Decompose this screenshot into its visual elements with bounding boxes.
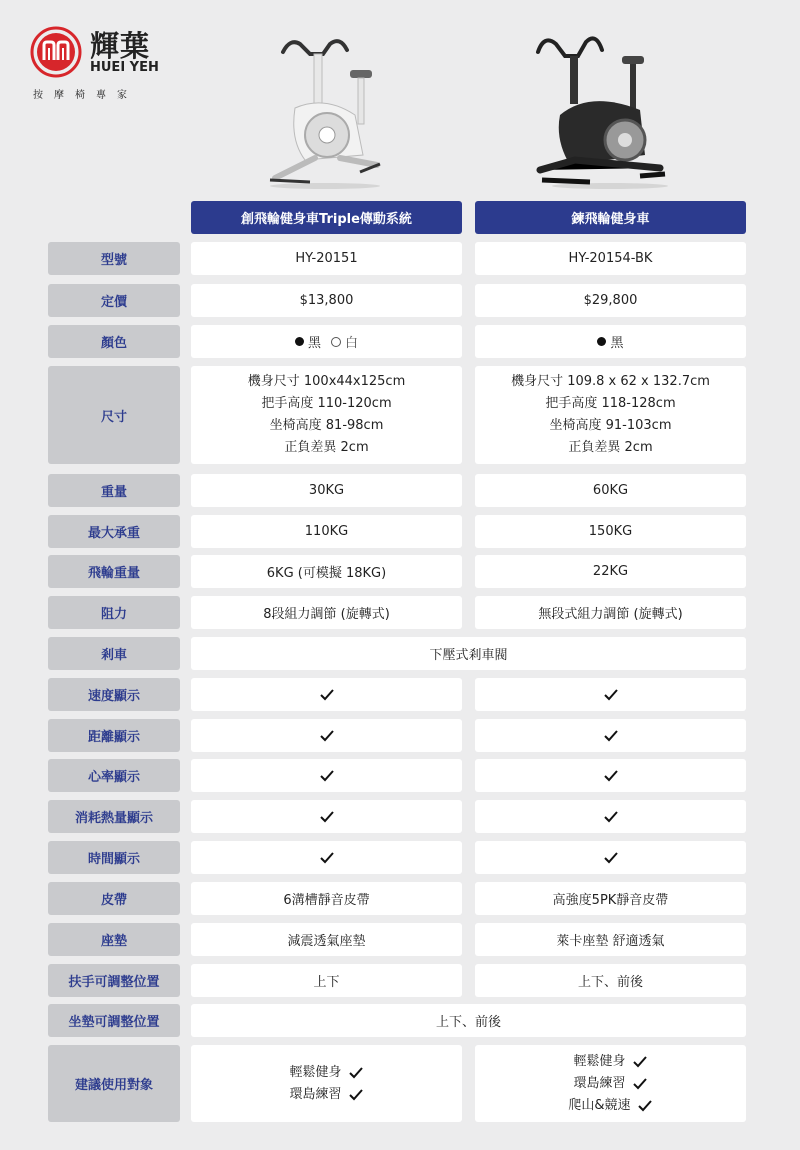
size-line: 機身尺寸 100x44x125cm <box>247 374 406 389</box>
target-product-1 <box>191 1045 462 1122</box>
row-label-seat: 座墊 <box>48 923 180 956</box>
target-text: 爬山&競速 <box>568 1097 631 1113</box>
weight-product-2: 60KG <box>475 474 746 507</box>
flywheel-product-2: 22KG <box>475 555 746 588</box>
brand-logo <box>30 26 160 106</box>
price-product-1: $13,800 <box>191 284 462 317</box>
row-label-seatadj: 坐墊可調整位置 <box>48 1004 180 1037</box>
row-label-price: 定價 <box>48 284 180 317</box>
time-product-2 <box>475 841 746 874</box>
brand-emblem-icon <box>30 26 82 78</box>
checkmark-icon <box>603 851 619 865</box>
flywheel-product-1: 6KG (可模擬 18KG) <box>191 555 462 588</box>
checkmark-icon <box>603 729 619 743</box>
target-item <box>573 1073 647 1095</box>
color-black-label: 黑 <box>610 336 624 351</box>
heartrate-product-1 <box>191 759 462 792</box>
row-label-resistance: 阻力 <box>48 596 180 629</box>
checkmark-icon <box>319 810 335 824</box>
checkmark-icon <box>319 729 335 743</box>
checkmark-icon <box>319 769 335 783</box>
seat-product-1: 減震透氣座墊 <box>191 923 462 956</box>
maxload-product-1: 110KG <box>191 515 462 548</box>
row-label-weight: 重量 <box>48 474 180 507</box>
color-white-label: 白 <box>345 336 359 351</box>
checkmark-icon <box>603 688 619 702</box>
white-bike-image <box>255 30 390 190</box>
brand-name-en: HUEI YEH <box>90 60 159 75</box>
target-text: 環島練習 <box>573 1075 626 1091</box>
checkmark-icon <box>603 810 619 824</box>
seat-product-2: 萊卡座墊 舒適透氣 <box>475 923 746 956</box>
target-text: 輕鬆健身 <box>573 1053 626 1069</box>
color-product-1 <box>191 325 462 358</box>
target-product-2 <box>475 1045 746 1122</box>
size-line: 把手高度 110-120cm <box>261 396 392 411</box>
checkmark-icon <box>319 688 335 702</box>
resistance-product-2: 無段式組力調節 (旋轉式) <box>475 596 746 629</box>
white-swatch-icon <box>331 337 341 347</box>
checkmark-icon <box>632 1077 648 1091</box>
belt-product-1: 6溝槽靜音皮帶 <box>191 882 462 915</box>
calories-product-1 <box>191 800 462 833</box>
row-label-maxload: 最大承重 <box>48 515 180 548</box>
size-product-2 <box>475 366 746 464</box>
size-product-1 <box>191 366 462 464</box>
target-item <box>289 1062 363 1084</box>
row-label-calories: 消耗熱量顯示 <box>48 800 180 833</box>
row-label-belt: 皮帶 <box>48 882 180 915</box>
weight-product-1: 30KG <box>191 474 462 507</box>
color-black-label: 黑 <box>307 336 321 351</box>
row-label-model: 型號 <box>48 242 180 275</box>
row-label-brake: 剎車 <box>48 637 180 670</box>
size-line: 把手高度 118-128cm <box>545 396 676 411</box>
size-line: 坐椅高度 91-103cm <box>549 418 672 433</box>
model-product-2: HY-20154-BK <box>475 242 746 275</box>
target-text: 環島練習 <box>289 1086 342 1102</box>
distance-product-1 <box>191 719 462 752</box>
belt-product-2: 高強度5PK靜音皮帶 <box>475 882 746 915</box>
time-product-1 <box>191 841 462 874</box>
row-label-heartrate: 心率顯示 <box>48 759 180 792</box>
seatadj-both: 上下、前後 <box>191 1004 746 1037</box>
checkmark-icon <box>637 1099 653 1113</box>
brand-name-cn: 輝葉 <box>90 29 151 63</box>
maxload-product-2: 150KG <box>475 515 746 548</box>
row-label-color: 顏色 <box>48 325 180 358</box>
size-line: 坐椅高度 81-98cm <box>269 418 384 433</box>
brand-tagline: 按摩椅專家 <box>33 90 138 101</box>
model-product-1: HY-20151 <box>191 242 462 275</box>
checkmark-icon <box>603 769 619 783</box>
black-swatch-icon <box>597 337 606 346</box>
calories-product-2 <box>475 800 746 833</box>
size-line: 正負差異 2cm <box>284 440 369 455</box>
resistance-product-1: 8段組力調節 (旋轉式) <box>191 596 462 629</box>
size-line: 機身尺寸 109.8 x 62 x 132.7cm <box>511 374 710 389</box>
row-label-speed: 速度顯示 <box>48 678 180 711</box>
price-product-2: $29,800 <box>475 284 746 317</box>
distance-product-2 <box>475 719 746 752</box>
row-label-flywheel: 飛輪重量 <box>48 555 180 588</box>
size-line: 正負差異 2cm <box>568 440 653 455</box>
brake-both: 下壓式剎車閥 <box>191 637 746 670</box>
heartrate-product-2 <box>475 759 746 792</box>
row-label-time: 時間顯示 <box>48 841 180 874</box>
target-item <box>573 1051 647 1073</box>
target-text: 輕鬆健身 <box>289 1064 342 1080</box>
checkmark-icon <box>348 1088 364 1102</box>
color-product-2 <box>475 325 746 358</box>
checkmark-icon <box>319 851 335 865</box>
speed-product-2 <box>475 678 746 711</box>
product-2-header: 鍊飛輪健身車 <box>475 201 746 234</box>
row-label-target: 建議使用對象 <box>48 1045 180 1122</box>
row-label-handle: 扶手可調整位置 <box>48 964 180 997</box>
target-item <box>289 1084 363 1106</box>
row-label-distance: 距離顯示 <box>48 719 180 752</box>
black-bike-image <box>530 30 670 190</box>
speed-product-1 <box>191 678 462 711</box>
product-1-header: 創飛輪健身車Triple傳動系統 <box>191 201 462 234</box>
handle-product-1: 上下 <box>191 964 462 997</box>
row-label-size: 尺寸 <box>48 366 180 464</box>
black-swatch-icon <box>295 337 304 346</box>
handle-product-2: 上下、前後 <box>475 964 746 997</box>
checkmark-icon <box>348 1066 364 1080</box>
checkmark-icon <box>632 1055 648 1069</box>
target-item <box>568 1095 652 1117</box>
